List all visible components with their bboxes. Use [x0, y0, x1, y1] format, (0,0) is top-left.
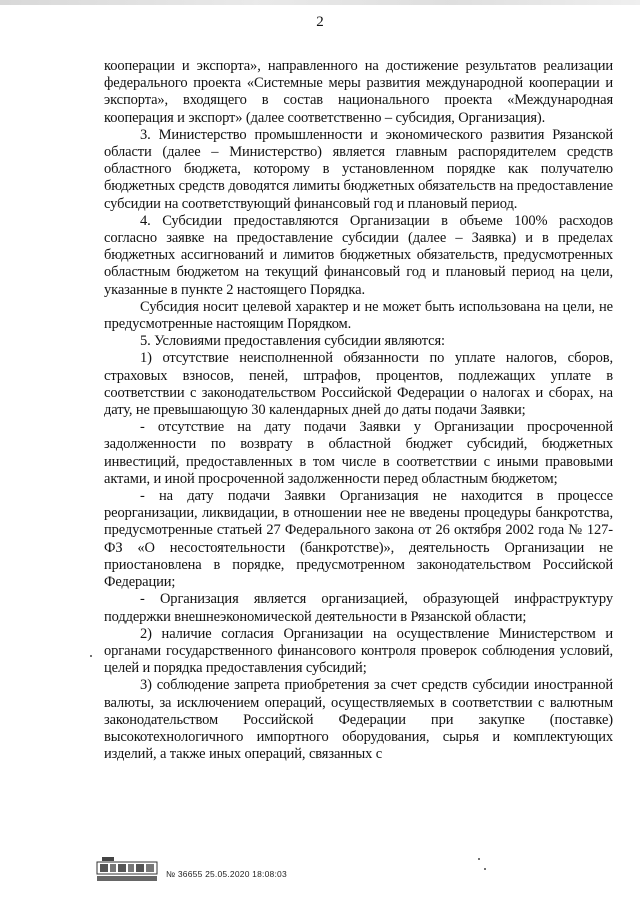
- document-body: [104, 58, 613, 763]
- paragraph-item-4: 4. Субсидии предоставляются Организации в объеме 100% расходов согласно заявке на предоставление субсидии (далее – Заявка) и в пределах бюджетных ассигнований и лимитов бюджетных обязательств, предусмотренных областным бюджетом на текущий финансовый год и плановый период на цели, указанные в пункте 2 настоящего Порядка.: [104, 212, 613, 298]
- paragraph-item-3: 3. Министерство промышленности и экономического развития Рязанской области (далее – Министерство) является главным распорядителем средств областного бюджета, которому в установленном порядке как получателю бюджетных средств доводятся лимиты бюджетных обязательств на предоставление субсидии на соответствующий финансовый год и плановый период.: [104, 126, 613, 212]
- paragraph-condition-1-infrastructure: - Организация является организацией, образующей инфраструктуру поддержки внешнеэкономической деятельности в Рязанской области;: [104, 591, 613, 625]
- paragraph-condition-1-bankruptcy: - на дату подачи Заявки Организация не находится в процессе реорганизации, ликвидации, в отношении нее не введены процедуры банкротства, предусмотренные статьей 27 Федерального закона от 26 октября 2002 года № 127-ФЗ «О несостоятельности (банкротстве)», деятельность Организации не приостановлена в порядке, предусмотренном законодательством Российской Федерации;: [104, 488, 613, 591]
- footer: [96, 856, 396, 888]
- paragraph-condition-3: 3) соблюдение запрета приобретения за счет средств субсидии иностранной валюты, за исключением операций, осуществляемых в соответствии с валютным законодательством Российской Федерации при закупке (поставке) высокотехнологичного импортного оборудования, сырья и комплектующих изделий, а также иных операций, связанных с: [104, 677, 613, 763]
- scan-speck: [90, 655, 92, 657]
- paragraph-1: кооперации и экспорта», направленного на достижение результатов реализации федерального проекта «Системные меры развития международной кооперации и экспорта», входящего в состав национального проекта «Международная кооперация и экспорт» (далее соответственно – субсидия, Организация).: [104, 58, 613, 126]
- paragraph-target-purpose: Субсидия носит целевой характер и не может быть использована на цели, не предусмотренные настоящим Порядком.: [104, 298, 613, 333]
- paragraph-condition-1-debt: - отсутствие на дату подачи Заявки у Организации просроченной задолженности по возврату в областной бюджет субсидий, бюджетных инвестиций, предоставленных в том числе в соответствии с иными правовыми актами, и иной просроченной задолженности перед областным бюджетом;: [104, 419, 613, 487]
- page-number: 2: [316, 14, 324, 30]
- paragraph-condition-1: 1) отсутствие неисполненной обязанности по уплате налогов, сборов, страховых взносов, пеней, штрафов, процентов, подлежащих уплате в соответствии с законодательством Российской Федерации о налогах и сборах, на дату, не превышающую 30 календарных дней до даты подачи Заявки;: [104, 350, 613, 419]
- paragraph-item-5: 5. Условиями предоставления субсидии являются:: [140, 333, 445, 350]
- paragraph-condition-2: 2) наличие согласия Организации на осуществление Министерством и органами государственного финансового контроля проверок соблюдения условий, целей и порядка предоставления субсидий;: [104, 625, 613, 677]
- scan-speck: [478, 858, 480, 860]
- document-registration-stamp: № 36655 25.05.2020 18:08:03: [166, 869, 287, 879]
- registry-stamp-icon: [96, 856, 158, 884]
- scan-speck: [484, 868, 486, 870]
- scan-top-edge: [0, 0, 640, 5]
